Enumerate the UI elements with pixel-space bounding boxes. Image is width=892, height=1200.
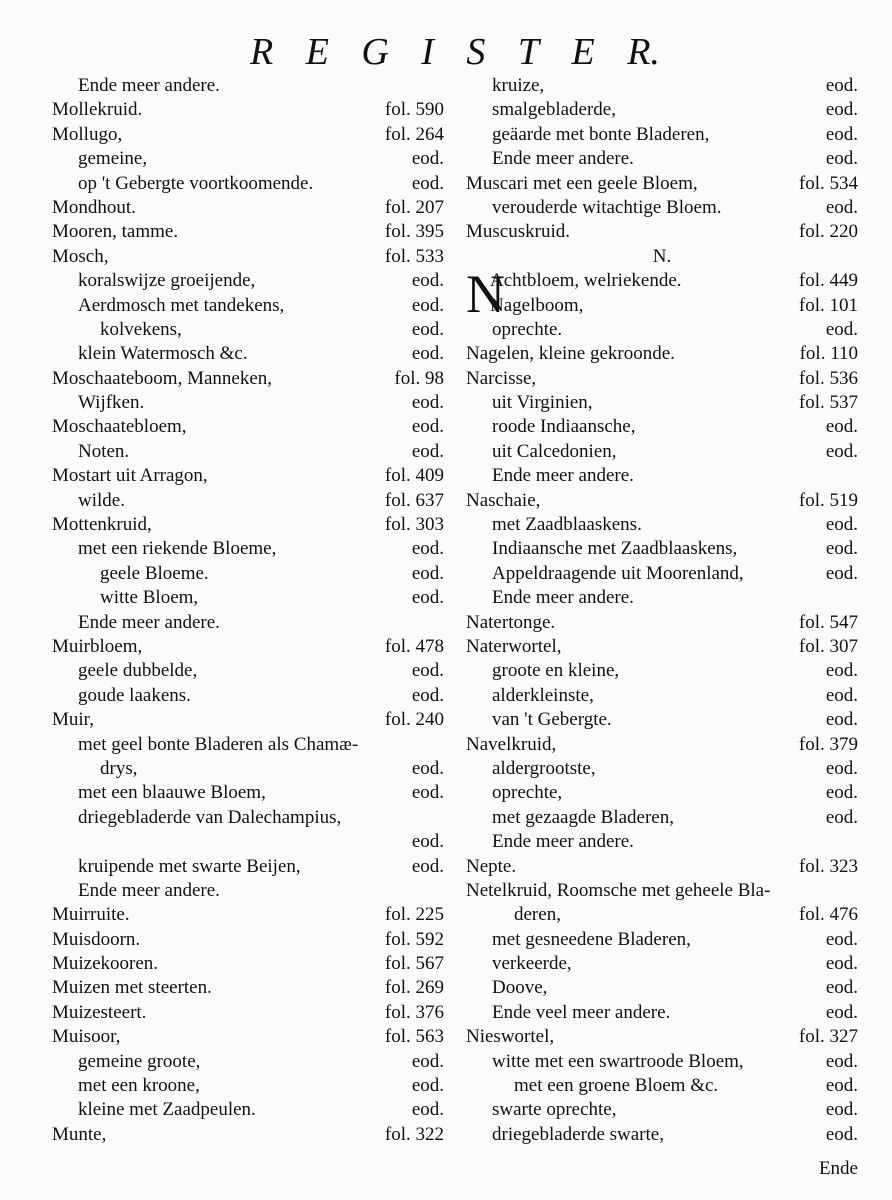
index-entry bbox=[466, 1050, 858, 1074]
title-letter: R. bbox=[627, 31, 660, 73]
entry-text: met een blaauwe Bloem, bbox=[78, 782, 266, 804]
entry-reference: fol. 547 bbox=[798, 611, 858, 633]
index-entry bbox=[466, 781, 858, 805]
entry-reference: eod. bbox=[825, 318, 858, 340]
entry-reference: fol. 519 bbox=[798, 489, 858, 511]
entry-text: swarte oprechte, bbox=[492, 1099, 617, 1121]
entry-reference: eod. bbox=[411, 270, 444, 292]
entry-reference: fol. 533 bbox=[384, 245, 444, 267]
entry-reference: eod. bbox=[825, 928, 858, 950]
index-entry bbox=[52, 318, 444, 342]
entry-reference: fol. 303 bbox=[384, 514, 444, 536]
index-entry bbox=[466, 1074, 858, 1098]
entry-text: met geel bonte Bladeren als Chamæ- bbox=[78, 733, 359, 755]
index-entry bbox=[52, 342, 444, 366]
title-letter: I bbox=[421, 31, 434, 73]
entry-text: met Zaadblaaskens. bbox=[492, 514, 642, 536]
index-entry bbox=[52, 806, 444, 830]
index-entry bbox=[52, 562, 444, 586]
index-entry bbox=[52, 391, 444, 415]
entry-reference: fol. 637 bbox=[384, 489, 444, 511]
entry-reference: eod. bbox=[825, 75, 858, 96]
index-entry bbox=[52, 757, 444, 781]
entry-reference: eod. bbox=[825, 1050, 858, 1072]
entry-text: van 't Gebergte. bbox=[492, 709, 612, 731]
entry-reference: fol. 327 bbox=[798, 1026, 858, 1048]
entry-text: Naterwortel, bbox=[466, 635, 562, 657]
index-entry bbox=[466, 659, 858, 683]
entry-text: geele dubbelde, bbox=[78, 660, 198, 682]
entry-text: groote en kleine, bbox=[492, 660, 620, 682]
index-entry bbox=[466, 123, 858, 147]
dropcap-letter: N bbox=[466, 264, 505, 325]
entry-reference: eod. bbox=[411, 1099, 444, 1121]
index-entry bbox=[52, 1001, 444, 1025]
entry-text: Muizekooren. bbox=[52, 953, 159, 975]
entry-text: Mollekruid. bbox=[52, 99, 143, 121]
index-entry bbox=[52, 1098, 444, 1122]
index-entry bbox=[52, 440, 444, 464]
entry-reference: fol. 322 bbox=[384, 1123, 444, 1145]
index-entry bbox=[52, 952, 444, 976]
entry-text: met een groene Bloem &c. bbox=[514, 1075, 719, 1097]
index-entry bbox=[52, 1025, 444, 1049]
entry-reference: fol. 225 bbox=[384, 904, 444, 926]
index-entry bbox=[52, 147, 444, 171]
entry-text: Mosch, bbox=[52, 245, 109, 267]
entry-text: Ende meer andere. bbox=[492, 465, 634, 487]
index-entry bbox=[466, 196, 858, 220]
left-column bbox=[52, 74, 444, 1147]
entry-text: Wijfken. bbox=[78, 392, 145, 414]
title-letter: G bbox=[361, 31, 389, 73]
entry-reference: fol. 240 bbox=[384, 709, 444, 731]
entry-reference: fol. 207 bbox=[384, 196, 444, 218]
entry-text: Moschaatebloem, bbox=[52, 416, 187, 438]
index-entry bbox=[466, 879, 858, 903]
entry-reference: eod. bbox=[825, 440, 858, 462]
index-entry bbox=[466, 1123, 858, 1147]
entry-reference: fol. 592 bbox=[384, 928, 444, 950]
entry-text: geäarde met bonte Bladeren, bbox=[492, 123, 710, 145]
entry-text: verkeerde, bbox=[492, 953, 572, 975]
entry-reference: eod. bbox=[825, 1001, 858, 1023]
index-entry bbox=[52, 733, 444, 757]
entry-reference: fol. 395 bbox=[384, 221, 444, 243]
entry-reference: eod. bbox=[411, 416, 444, 438]
index-entry bbox=[466, 611, 858, 635]
index-entry bbox=[466, 830, 858, 854]
index-entry bbox=[52, 684, 444, 708]
index-entry bbox=[466, 1098, 858, 1122]
entry-text: Muirbloem, bbox=[52, 635, 143, 657]
entry-reference: eod. bbox=[825, 757, 858, 779]
entry-reference: eod. bbox=[825, 806, 858, 828]
entry-reference: eod. bbox=[825, 660, 858, 682]
entry-reference: eod. bbox=[411, 148, 444, 170]
entry-text: kruize, bbox=[492, 75, 545, 96]
entry-text: Ende veel meer andere. bbox=[492, 1001, 671, 1023]
entry-text: uit Virginien, bbox=[492, 392, 593, 414]
entry-reference: eod. bbox=[411, 757, 444, 779]
entry-text: Ende meer andere. bbox=[78, 879, 220, 901]
entry-reference: eod. bbox=[411, 660, 444, 682]
entry-text: Mostart uit Arragon, bbox=[52, 465, 208, 487]
index-entry bbox=[52, 635, 444, 659]
entry-reference: eod. bbox=[825, 977, 858, 999]
index-entry bbox=[466, 464, 858, 488]
index-entry bbox=[52, 708, 444, 732]
index-entry bbox=[52, 659, 444, 683]
entry-reference: fol. 101 bbox=[798, 294, 858, 316]
entry-text: Narcisse, bbox=[466, 367, 537, 389]
entry-text: geele Bloeme. bbox=[100, 562, 209, 584]
index-entry bbox=[52, 464, 444, 488]
catchword: Ende bbox=[818, 1158, 858, 1179]
entry-text: witte met een swartroode Bloem, bbox=[492, 1050, 744, 1072]
entry-text: Muscari met een geele Bloem, bbox=[466, 172, 698, 194]
entry-text: Muirruite. bbox=[52, 904, 130, 926]
index-entry bbox=[466, 294, 858, 318]
entry-text: Ende meer andere. bbox=[492, 148, 634, 170]
entry-reference: fol. 98 bbox=[394, 367, 444, 389]
index-entry bbox=[466, 147, 858, 171]
entry-reference: eod. bbox=[411, 831, 444, 853]
index-entry bbox=[466, 318, 858, 342]
entry-text: Nepte. bbox=[466, 855, 517, 877]
entry-text: Achtbloem, welriekende. bbox=[490, 270, 682, 292]
index-entry bbox=[52, 123, 444, 147]
index-entry bbox=[52, 611, 444, 635]
entry-reference: eod. bbox=[825, 1123, 858, 1145]
entry-text: deren, bbox=[514, 904, 561, 926]
entry-reference: eod. bbox=[411, 318, 444, 340]
index-entry bbox=[52, 1050, 444, 1074]
entry-text: met gezaagde Bladeren, bbox=[492, 806, 674, 828]
entry-text: wilde. bbox=[78, 489, 125, 511]
index-entry bbox=[52, 903, 444, 927]
title-letter: T bbox=[517, 31, 540, 73]
entry-text: Naschaie, bbox=[466, 489, 541, 511]
entry-text: alderkleinste, bbox=[492, 684, 594, 706]
index-entry bbox=[52, 513, 444, 537]
index-entry bbox=[466, 952, 858, 976]
entry-text: met een kroone, bbox=[78, 1075, 200, 1097]
entry-reference: fol. 449 bbox=[798, 270, 858, 292]
index-entry bbox=[52, 220, 444, 244]
entry-text: driegebladerde van Dalechampius, bbox=[78, 806, 342, 828]
index-entry bbox=[466, 635, 858, 659]
entry-reference: fol. 409 bbox=[384, 465, 444, 487]
entry-reference: eod. bbox=[825, 123, 858, 145]
entry-reference: eod. bbox=[825, 953, 858, 975]
entry-reference: fol. 220 bbox=[798, 221, 858, 243]
index-entry bbox=[52, 1074, 444, 1098]
index-entry bbox=[466, 513, 858, 537]
index-entry bbox=[466, 806, 858, 830]
entry-reference: fol. 376 bbox=[384, 1001, 444, 1023]
entry-text: Mondhout. bbox=[52, 196, 136, 218]
entry-text: met een riekende Bloeme, bbox=[78, 538, 277, 560]
entry-reference: fol. 110 bbox=[799, 343, 858, 365]
entry-text: Ende meer andere. bbox=[78, 611, 220, 633]
entry-reference: eod. bbox=[411, 343, 444, 365]
index-entry bbox=[466, 708, 858, 732]
entry-text: aldergrootste, bbox=[492, 757, 596, 779]
entry-text: koralswijze groeijende, bbox=[78, 270, 256, 292]
page-title bbox=[250, 32, 660, 72]
entry-reference: eod. bbox=[825, 538, 858, 560]
index-entry bbox=[52, 1123, 444, 1147]
title-letter: S bbox=[466, 31, 486, 73]
entry-text: drys, bbox=[100, 757, 138, 779]
index-entry bbox=[52, 367, 444, 391]
index-entry bbox=[52, 489, 444, 513]
entry-reference: eod. bbox=[411, 392, 444, 414]
entry-reference: eod. bbox=[411, 855, 444, 877]
index-entry bbox=[52, 196, 444, 220]
index-entry bbox=[466, 976, 858, 1000]
entry-reference: fol. 269 bbox=[384, 977, 444, 999]
entry-text: Muir, bbox=[52, 709, 94, 731]
entry-text: Muizen met steerten. bbox=[52, 977, 212, 999]
index-entry bbox=[52, 245, 444, 269]
entry-reference: eod. bbox=[411, 1075, 444, 1097]
entry-reference: eod. bbox=[825, 196, 858, 218]
entry-reference: eod. bbox=[411, 587, 444, 609]
entry-text: Muscuskruid. bbox=[466, 221, 570, 243]
entry-text: oprechte. bbox=[492, 318, 563, 340]
entry-text: driegebladerde swarte, bbox=[492, 1123, 664, 1145]
entry-text: uit Calcedonien, bbox=[492, 440, 617, 462]
index-entry bbox=[466, 440, 858, 464]
entry-text: Munte, bbox=[52, 1123, 107, 1145]
index-entry bbox=[466, 903, 858, 927]
index-entry bbox=[466, 220, 858, 244]
index-entry bbox=[466, 1025, 858, 1049]
entry-reference: eod. bbox=[825, 782, 858, 804]
entry-text: Nieswortel, bbox=[466, 1026, 555, 1048]
entry-reference: fol. 476 bbox=[798, 904, 858, 926]
entry-reference: fol. 567 bbox=[384, 953, 444, 975]
index-entry bbox=[466, 489, 858, 513]
entry-reference: fol. 590 bbox=[384, 99, 444, 121]
entry-reference: eod. bbox=[411, 172, 444, 194]
entry-reference: eod. bbox=[825, 416, 858, 438]
entry-text: Ende meer andere. bbox=[78, 75, 220, 96]
index-entry bbox=[466, 172, 858, 196]
entry-reference: eod. bbox=[411, 782, 444, 804]
index-entry bbox=[52, 537, 444, 561]
index-entry bbox=[52, 98, 444, 122]
entry-text: smalgebladerde, bbox=[492, 99, 616, 121]
index-entry bbox=[52, 269, 444, 293]
entry-text: Indiaansche met Zaadblaaskens, bbox=[492, 538, 738, 560]
entry-reference: eod. bbox=[411, 1050, 444, 1072]
index-entry bbox=[52, 928, 444, 952]
entry-text: Noten. bbox=[78, 440, 130, 462]
entry-text: N. bbox=[652, 245, 672, 267]
entry-reference: fol. 537 bbox=[798, 392, 858, 414]
entry-reference: fol. 478 bbox=[384, 635, 444, 657]
index-entry bbox=[52, 855, 444, 879]
entry-text: Ende meer andere. bbox=[492, 831, 634, 853]
entry-reference: eod. bbox=[825, 148, 858, 170]
title-letter: R bbox=[250, 31, 274, 73]
entry-reference: eod. bbox=[411, 440, 444, 462]
entry-reference: fol. 534 bbox=[798, 172, 858, 194]
entry-reference: eod. bbox=[825, 562, 858, 584]
entry-text: Mollugo, bbox=[52, 123, 123, 145]
index-entry bbox=[466, 1001, 858, 1025]
index-entry bbox=[466, 855, 858, 879]
index-entry bbox=[466, 245, 858, 269]
entry-text: Nagelboom, bbox=[490, 294, 584, 316]
entry-text: oprechte, bbox=[492, 782, 563, 804]
entry-text: met gesneedene Bladeren, bbox=[492, 928, 691, 950]
entry-reference: eod. bbox=[411, 538, 444, 560]
index-entry bbox=[466, 415, 858, 439]
entry-text: klein Watermosch &c. bbox=[78, 343, 248, 365]
index-entry bbox=[466, 367, 858, 391]
index-entry bbox=[466, 757, 858, 781]
entry-text: Aerdmosch met tandekens, bbox=[78, 294, 285, 316]
entry-text: Doove, bbox=[492, 977, 548, 999]
index-entry bbox=[466, 537, 858, 561]
index-entry bbox=[466, 74, 858, 98]
index-entry bbox=[52, 830, 444, 854]
entry-reference: eod. bbox=[825, 514, 858, 536]
entry-reference: fol. 536 bbox=[798, 367, 858, 389]
entry-text: Ende meer andere. bbox=[492, 587, 634, 609]
entry-text: Nagelen, kleine gekroonde. bbox=[466, 343, 675, 365]
index-entry bbox=[466, 586, 858, 610]
entry-text: kleine met Zaadpeulen. bbox=[78, 1099, 256, 1121]
entry-reference: eod. bbox=[825, 684, 858, 706]
entry-reference: fol. 563 bbox=[384, 1026, 444, 1048]
entry-reference: fol. 264 bbox=[384, 123, 444, 145]
index-entry bbox=[52, 976, 444, 1000]
entry-reference: eod. bbox=[825, 1075, 858, 1097]
entry-text: Muisdoorn. bbox=[52, 928, 141, 950]
entry-text: Muisoor, bbox=[52, 1026, 121, 1048]
entry-reference: eod. bbox=[411, 294, 444, 316]
entry-text: gemeine, bbox=[78, 148, 148, 170]
index-entry bbox=[52, 586, 444, 610]
index-entry bbox=[52, 172, 444, 196]
entry-text: Mottenkruid, bbox=[52, 514, 152, 536]
title-letter: E bbox=[571, 31, 595, 73]
entry-reference: eod. bbox=[825, 709, 858, 731]
entry-reference: eod. bbox=[411, 562, 444, 584]
entry-text: Mooren, tamme. bbox=[52, 221, 179, 243]
entry-reference: fol. 307 bbox=[798, 635, 858, 657]
entry-text: Netelkruid, Roomsche met geheele Bla- bbox=[466, 879, 771, 901]
index-entry bbox=[52, 294, 444, 318]
entry-text: Moschaateboom, Manneken, bbox=[52, 367, 273, 389]
index-entry bbox=[52, 879, 444, 903]
title-letter: E bbox=[305, 31, 329, 73]
entry-text: goude laakens. bbox=[78, 684, 191, 706]
entry-reference: eod. bbox=[825, 99, 858, 121]
entry-text: Navelkruid, bbox=[466, 733, 557, 755]
entry-text: verouderde witachtige Bloem. bbox=[492, 196, 722, 218]
index-entry bbox=[466, 391, 858, 415]
entry-reference: eod. bbox=[825, 1099, 858, 1121]
index-entry bbox=[52, 74, 444, 98]
entry-text: witte Bloem, bbox=[100, 587, 199, 609]
entry-text: kruipende met swarte Beijen, bbox=[78, 855, 301, 877]
entry-text: Natertonge. bbox=[466, 611, 556, 633]
entry-text: Appeldraagende uit Moorenland, bbox=[492, 562, 744, 584]
index-entry bbox=[466, 342, 858, 366]
entry-text: gemeine groote, bbox=[78, 1050, 201, 1072]
index-entry bbox=[466, 98, 858, 122]
entry-reference: fol. 323 bbox=[798, 855, 858, 877]
index-entry bbox=[466, 733, 858, 757]
entry-text: roode Indiaansche, bbox=[492, 416, 636, 438]
entry-text: op 't Gebergte voortkoomende. bbox=[78, 172, 314, 194]
right-column bbox=[466, 74, 858, 1147]
entry-reference: eod. bbox=[411, 684, 444, 706]
entry-text: kolvekens, bbox=[100, 318, 182, 340]
index-entry bbox=[466, 684, 858, 708]
index-entry bbox=[52, 415, 444, 439]
index-entry bbox=[466, 562, 858, 586]
index-entry bbox=[466, 928, 858, 952]
entry-reference: fol. 379 bbox=[798, 733, 858, 755]
entry-text: Muizesteert. bbox=[52, 1001, 147, 1023]
index-entry bbox=[52, 781, 444, 805]
